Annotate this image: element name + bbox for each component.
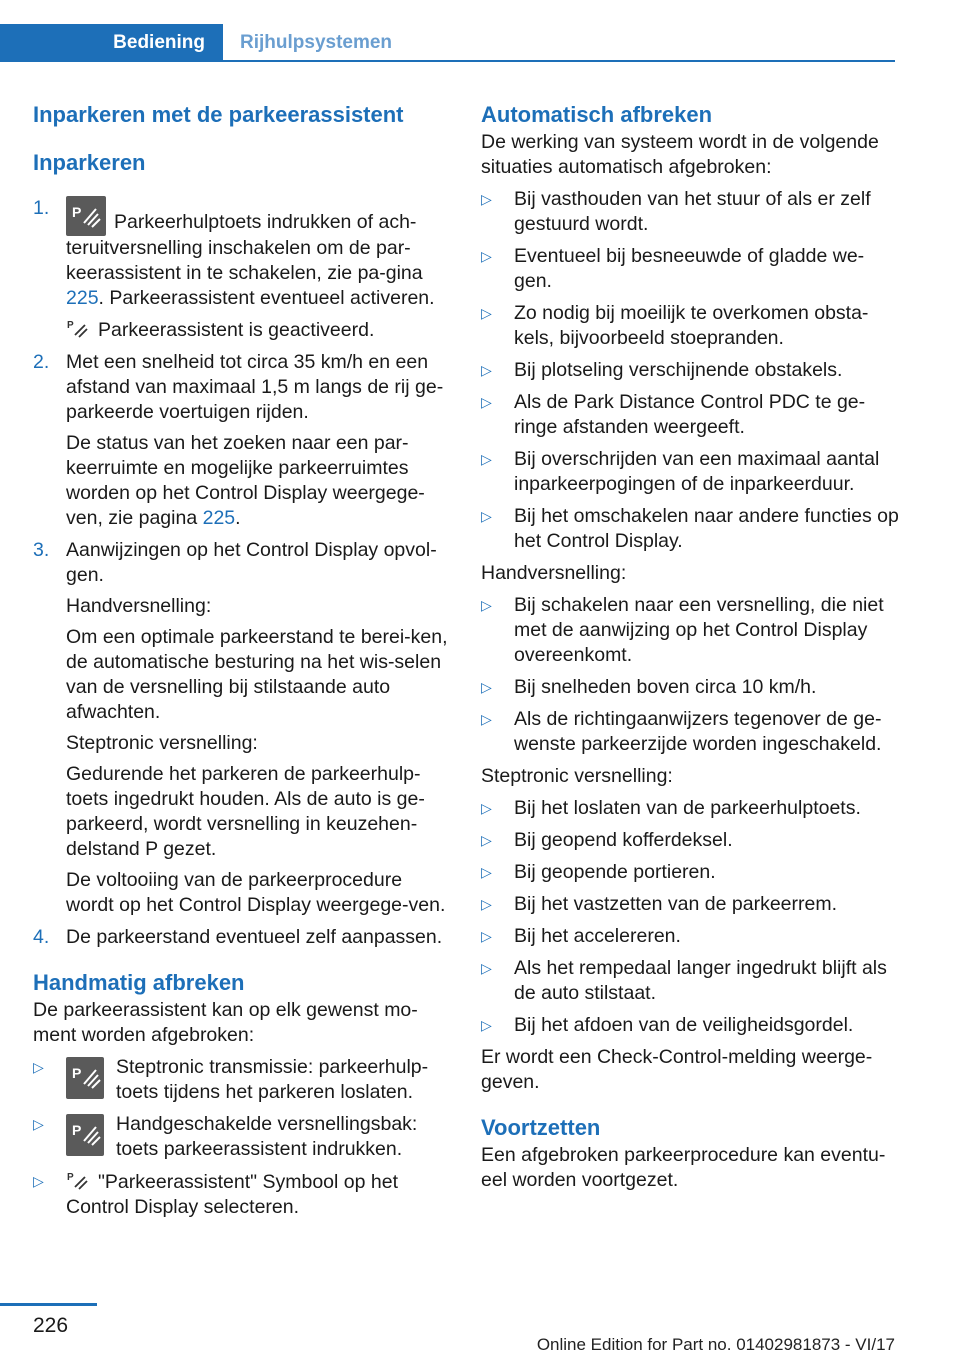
list-item-text: Bij het omschakelen naar andere functies op het Control Display. bbox=[514, 505, 899, 552]
list-item bbox=[33, 1169, 451, 1220]
right-column bbox=[481, 100, 901, 1193]
subsection-inparkeren: Inparkeren bbox=[33, 150, 146, 175]
svg-text:P: P bbox=[67, 320, 74, 331]
footer-divider bbox=[0, 1303, 97, 1306]
triangle-right-icon: ▷ bbox=[481, 679, 492, 695]
list-item-text: Bij het afdoen van de veiligheidsgordel. bbox=[514, 1014, 854, 1036]
paragraph: De parkeerassistent kan op elk gewenst mo-ment worden afgebroken: bbox=[33, 999, 418, 1046]
triangle-right-icon: ▷ bbox=[481, 451, 492, 467]
step-text: . Parkeerassistent eventueel activeren. bbox=[98, 287, 435, 309]
list-item-text: "Parkeerassistent" Symbool op het Control Display selecteren. bbox=[66, 1171, 398, 1218]
triangle-right-icon: ▷ bbox=[33, 1116, 44, 1132]
step-text: Om een optimale parkeerstand te berei-ken, de automatische besturing na het wis-selen van de versnelling bij stilstaande auto afwachten. bbox=[66, 626, 448, 723]
label-handversnelling: Handversnelling: bbox=[481, 562, 627, 584]
step-1 bbox=[33, 196, 451, 343]
step-text: De status van het zoeken naar een par-keerruimte en mogelijke parkeerruimtes worden op het Control Display weergege-ven, zie pagina bbox=[66, 432, 425, 529]
svg-text:P: P bbox=[72, 1065, 82, 1081]
list-item bbox=[481, 593, 901, 668]
list-item-text: Zo nodig bij moeilijk te overkomen obsta-kels, bijvoorbeeld stoepranden. bbox=[514, 302, 869, 349]
list-item bbox=[481, 244, 901, 294]
step-text: Parkeerhulptoets indrukken of ach-teruitversnelling inschakelen om de par-keerassistent in te schakelen, zie pa-gina bbox=[66, 211, 423, 284]
list-item bbox=[33, 1055, 451, 1105]
step-text: Aanwijzingen op het Control Display opvol-gen. bbox=[66, 539, 437, 586]
list-item-text: Bij overschrijden van een maximaal aantal inparkeerpogingen of de inparkeerduur. bbox=[514, 448, 880, 495]
list-item-text: Bij plotseling verschijnende obstakels. bbox=[514, 359, 843, 381]
triangle-right-icon: ▷ bbox=[481, 1017, 492, 1033]
paragraph: Er wordt een Check-Control-melding weerge-geven. bbox=[481, 1046, 873, 1093]
list-item bbox=[481, 1013, 901, 1038]
edition-note: Online Edition for Part no. 01402981873 - VI/17 bbox=[536, 1335, 895, 1354]
subsection-voortzetten: Voortzetten bbox=[481, 1115, 601, 1140]
list-item bbox=[33, 1112, 451, 1162]
parking-button-icon bbox=[66, 1057, 104, 1099]
step-text: Steptronic versnelling: bbox=[66, 732, 258, 754]
step-text: Handversnelling: bbox=[66, 595, 212, 617]
step-number: 3. bbox=[33, 539, 50, 561]
triangle-right-icon: ▷ bbox=[481, 800, 492, 816]
step-text: De parkeerstand eventueel zelf aanpassen. bbox=[66, 926, 443, 948]
parking-button-icon bbox=[66, 196, 106, 236]
triangle-right-icon: ▷ bbox=[33, 1059, 44, 1075]
step-number: 1. bbox=[33, 197, 50, 219]
triangle-right-icon: ▷ bbox=[481, 248, 492, 264]
list-item-text: Bij vasthouden van het stuur of als er zelf gestuurd wordt. bbox=[514, 188, 871, 235]
step-2 bbox=[33, 350, 451, 531]
triangle-right-icon: ▷ bbox=[481, 711, 492, 727]
triangle-right-icon: ▷ bbox=[481, 960, 492, 976]
list-item-text: Bij schakelen naar een versnelling, die niet met de aanwijzing op het Control Display overeenkomt. bbox=[514, 594, 884, 666]
parking-button-icon bbox=[66, 1114, 104, 1156]
triangle-right-icon: ▷ bbox=[481, 508, 492, 524]
list-item-text: Als de richtingaanwijzers tegenover de ge-wenste parkeerzijde worden ingeschakeld. bbox=[514, 708, 882, 755]
triangle-right-icon: ▷ bbox=[481, 597, 492, 613]
triangle-right-icon: ▷ bbox=[481, 896, 492, 912]
list-item bbox=[481, 924, 901, 949]
list-item bbox=[481, 301, 901, 351]
step-number: 4. bbox=[33, 926, 50, 948]
step-3 bbox=[33, 538, 451, 918]
subsection-automatisch-afbreken: Automatisch afbreken bbox=[481, 102, 713, 127]
triangle-right-icon: ▷ bbox=[481, 191, 492, 207]
tab-rijhulpsystemen: Rijhulpsystemen bbox=[240, 32, 393, 53]
header-divider bbox=[223, 60, 895, 62]
step-text: De voltooiing van de parkeerprocedure wordt op het Control Display weergege-ven. bbox=[66, 869, 446, 916]
step-text: Parkeerassistent is geactiveerd. bbox=[98, 319, 375, 341]
list-item-text: Handgeschakelde versnellingsbak: toets parkeerassistent indrukken. bbox=[116, 1113, 418, 1160]
list-item bbox=[481, 358, 901, 383]
triangle-right-icon: ▷ bbox=[481, 362, 492, 378]
triangle-right-icon: ▷ bbox=[481, 305, 492, 321]
list-item-text: Bij het accelereren. bbox=[514, 925, 681, 947]
page-number: 226 bbox=[33, 1314, 69, 1337]
page-header bbox=[0, 24, 895, 62]
list-manual-gear bbox=[481, 593, 901, 757]
step-number: 2. bbox=[33, 351, 50, 373]
list-item bbox=[481, 187, 901, 237]
list-item bbox=[481, 390, 901, 440]
step-text: Gedurende het parkeren de parkeerhulp-toets ingedrukt houden. Als de auto is ge-parkeerd, wordt versnelling in keuzehen-delstand P gezet. bbox=[66, 763, 425, 860]
paragraph: Een afgebroken parkeerprocedure kan eventu-eel worden voortgezet. bbox=[481, 1144, 886, 1191]
list-steptronic bbox=[481, 796, 901, 1038]
paragraph: De werking van systeem wordt in de volgende situaties automatisch afgebroken: bbox=[481, 131, 879, 178]
list-item bbox=[481, 956, 901, 1006]
tab-bediening: Bediening bbox=[0, 24, 223, 62]
svg-text:P: P bbox=[67, 1172, 74, 1183]
list-item-text: Bij geopende portieren. bbox=[514, 861, 716, 883]
list-item-text: Bij het loslaten van de parkeerhulptoets. bbox=[514, 797, 861, 819]
step-text: . bbox=[235, 507, 241, 529]
list-item-text: Bij geopend kofferdeksel. bbox=[514, 829, 733, 851]
list-item-text: Eventueel bij besneeuwde of gladde we-gen. bbox=[514, 245, 865, 292]
list-item-text: Bij snelheden boven circa 10 km/h. bbox=[514, 676, 817, 698]
list-item bbox=[481, 707, 901, 757]
list-item bbox=[481, 504, 901, 554]
list-item bbox=[481, 892, 901, 917]
left-column bbox=[33, 100, 451, 1227]
triangle-right-icon: ▷ bbox=[481, 832, 492, 848]
triangle-right-icon: ▷ bbox=[481, 864, 492, 880]
parking-assistant-symbol-icon bbox=[66, 317, 92, 339]
list-item-text: Als het rempedaal langer ingedrukt blijft als de auto stilstaat. bbox=[514, 957, 887, 1004]
triangle-right-icon: ▷ bbox=[33, 1173, 44, 1189]
list-item bbox=[481, 828, 901, 853]
list-automatic-abort bbox=[481, 187, 901, 554]
label-steptronic: Steptronic versnelling: bbox=[481, 765, 673, 787]
triangle-right-icon: ▷ bbox=[481, 928, 492, 944]
subsection-handmatig-afbreken: Handmatig afbreken bbox=[33, 970, 245, 995]
triangle-right-icon: ▷ bbox=[481, 394, 492, 410]
svg-text:P: P bbox=[72, 1122, 82, 1138]
list-item-text: Bij het vastzetten van de parkeerrem. bbox=[514, 893, 837, 915]
list-item bbox=[481, 860, 901, 885]
list-item-text: Steptronic transmissie: parkeerhulp-toets tijdens het parkeren loslaten. bbox=[116, 1056, 429, 1103]
step-4 bbox=[33, 925, 451, 950]
list-item bbox=[481, 675, 901, 700]
page-link[interactable]: 225 bbox=[202, 507, 236, 529]
svg-text:P: P bbox=[72, 204, 82, 220]
list-item-text: Als de Park Distance Control PDC te ge-ringe afstanden weergeeft. bbox=[514, 391, 866, 438]
section-title: Inparkeren met de parkeerassistent bbox=[33, 102, 404, 127]
list-item bbox=[481, 447, 901, 497]
parking-assistant-symbol-icon bbox=[66, 1169, 92, 1191]
list-item bbox=[481, 796, 901, 821]
page-link[interactable]: 225 bbox=[66, 287, 99, 309]
step-text: Met een snelheid tot circa 35 km/h en een afstand van maximaal 1,5 m langs de rij ge-parkeerde voertuigen rijden. bbox=[66, 351, 444, 423]
